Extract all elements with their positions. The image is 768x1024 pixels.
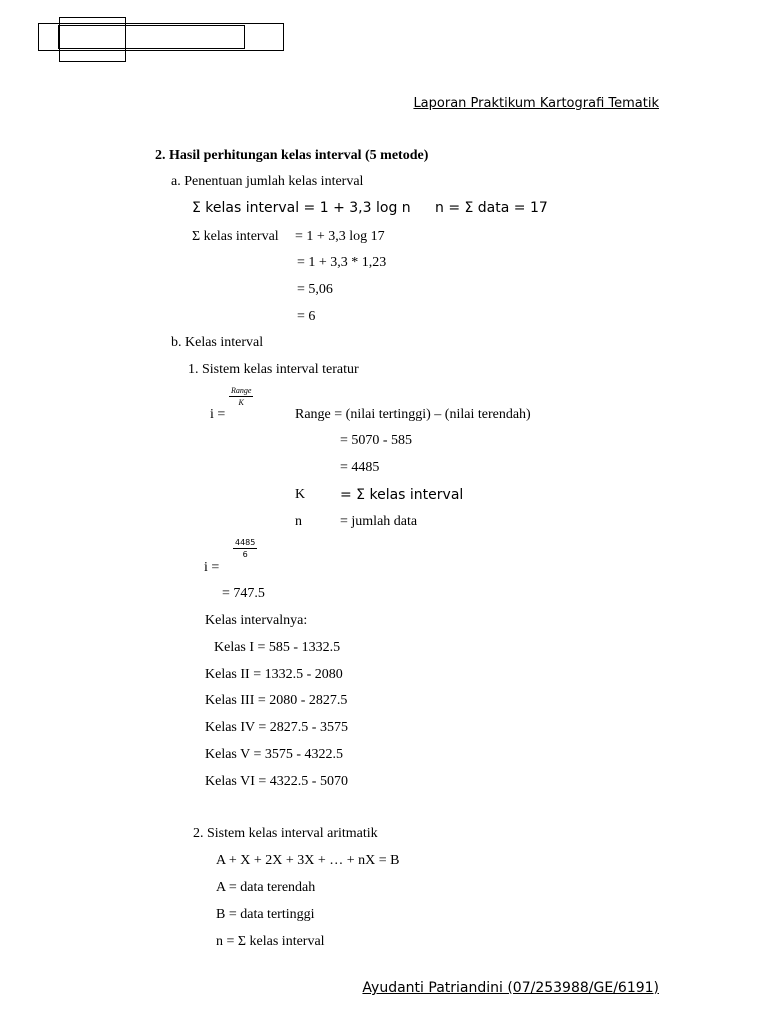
k-definition: = Σ kelas interval bbox=[340, 487, 464, 503]
range-calc1: = 5070 - 585 bbox=[340, 433, 413, 448]
kelas-item: Kelas IV = 2827.5 - 3575 bbox=[205, 720, 348, 735]
formula-n: n = Σ data = 17 bbox=[435, 200, 548, 216]
k-label: K bbox=[295, 487, 306, 502]
kelas-item: Kelas VI = 4322.5 - 5070 bbox=[205, 774, 348, 789]
fraction2-numerator: 4485 bbox=[235, 538, 256, 547]
sub2-title: 2. Sistem kelas interval aritmatik bbox=[193, 826, 378, 841]
i-label: i = bbox=[210, 407, 226, 422]
subsection-b-title: b. Kelas interval bbox=[171, 335, 264, 350]
n-label: n bbox=[295, 514, 302, 529]
sub1-title: 1. Sistem kelas interval teratur bbox=[188, 362, 359, 377]
page-header-title: Laporan Praktikum Kartografi Tematik bbox=[413, 96, 659, 111]
def-n: n = Σ kelas interval bbox=[216, 934, 325, 949]
def-b: B = data tertinggi bbox=[216, 907, 315, 922]
calc1-value: = 1 + 3,3 log 17 bbox=[295, 229, 385, 244]
header-box-tall bbox=[59, 17, 126, 62]
calc3: = 5,06 bbox=[297, 282, 333, 297]
formula-kelas-interval: Σ kelas interval = 1 + 3,3 log n bbox=[192, 200, 411, 216]
kelas-item: Kelas III = 2080 - 2827.5 bbox=[205, 693, 348, 708]
aritmatik-formula: A + X + 2X + 3X + … + nX = B bbox=[216, 853, 400, 868]
calc1-label: Σ kelas interval bbox=[192, 229, 279, 244]
page-footer-author: Ayudanti Patriandini (07/253988/GE/6191) bbox=[362, 980, 659, 996]
kelas-item: Kelas V = 3575 - 4322.5 bbox=[205, 747, 344, 762]
range-calc2: = 4485 bbox=[340, 460, 380, 475]
n-definition: = jumlah data bbox=[340, 514, 418, 529]
calc2: = 1 + 3,3 * 1,23 bbox=[297, 255, 387, 270]
section-heading: 2. Hasil perhitungan kelas interval (5 metode) bbox=[155, 148, 429, 163]
range-over-k-fraction bbox=[229, 386, 253, 407]
kelas-list-title: Kelas intervalnya: bbox=[205, 613, 308, 628]
def-a: A = data terendah bbox=[216, 880, 316, 895]
value-fraction bbox=[233, 538, 257, 559]
i2-label: i = bbox=[204, 560, 220, 575]
range-definition: Range = (nilai tertinggi) – (nilai terendah) bbox=[295, 407, 531, 422]
fraction-denominator: K bbox=[238, 398, 244, 407]
fraction2-denominator: 6 bbox=[242, 550, 248, 559]
kelas-item: Kelas I = 585 - 1332.5 bbox=[214, 640, 341, 655]
kelas-item: Kelas II = 1332.5 - 2080 bbox=[205, 667, 343, 682]
calc4: = 6 bbox=[297, 309, 316, 324]
i-result: = 747.5 bbox=[222, 586, 265, 601]
subsection-a-title: a. Penentuan jumlah kelas interval bbox=[171, 174, 364, 189]
fraction-numerator: Range bbox=[231, 386, 252, 395]
